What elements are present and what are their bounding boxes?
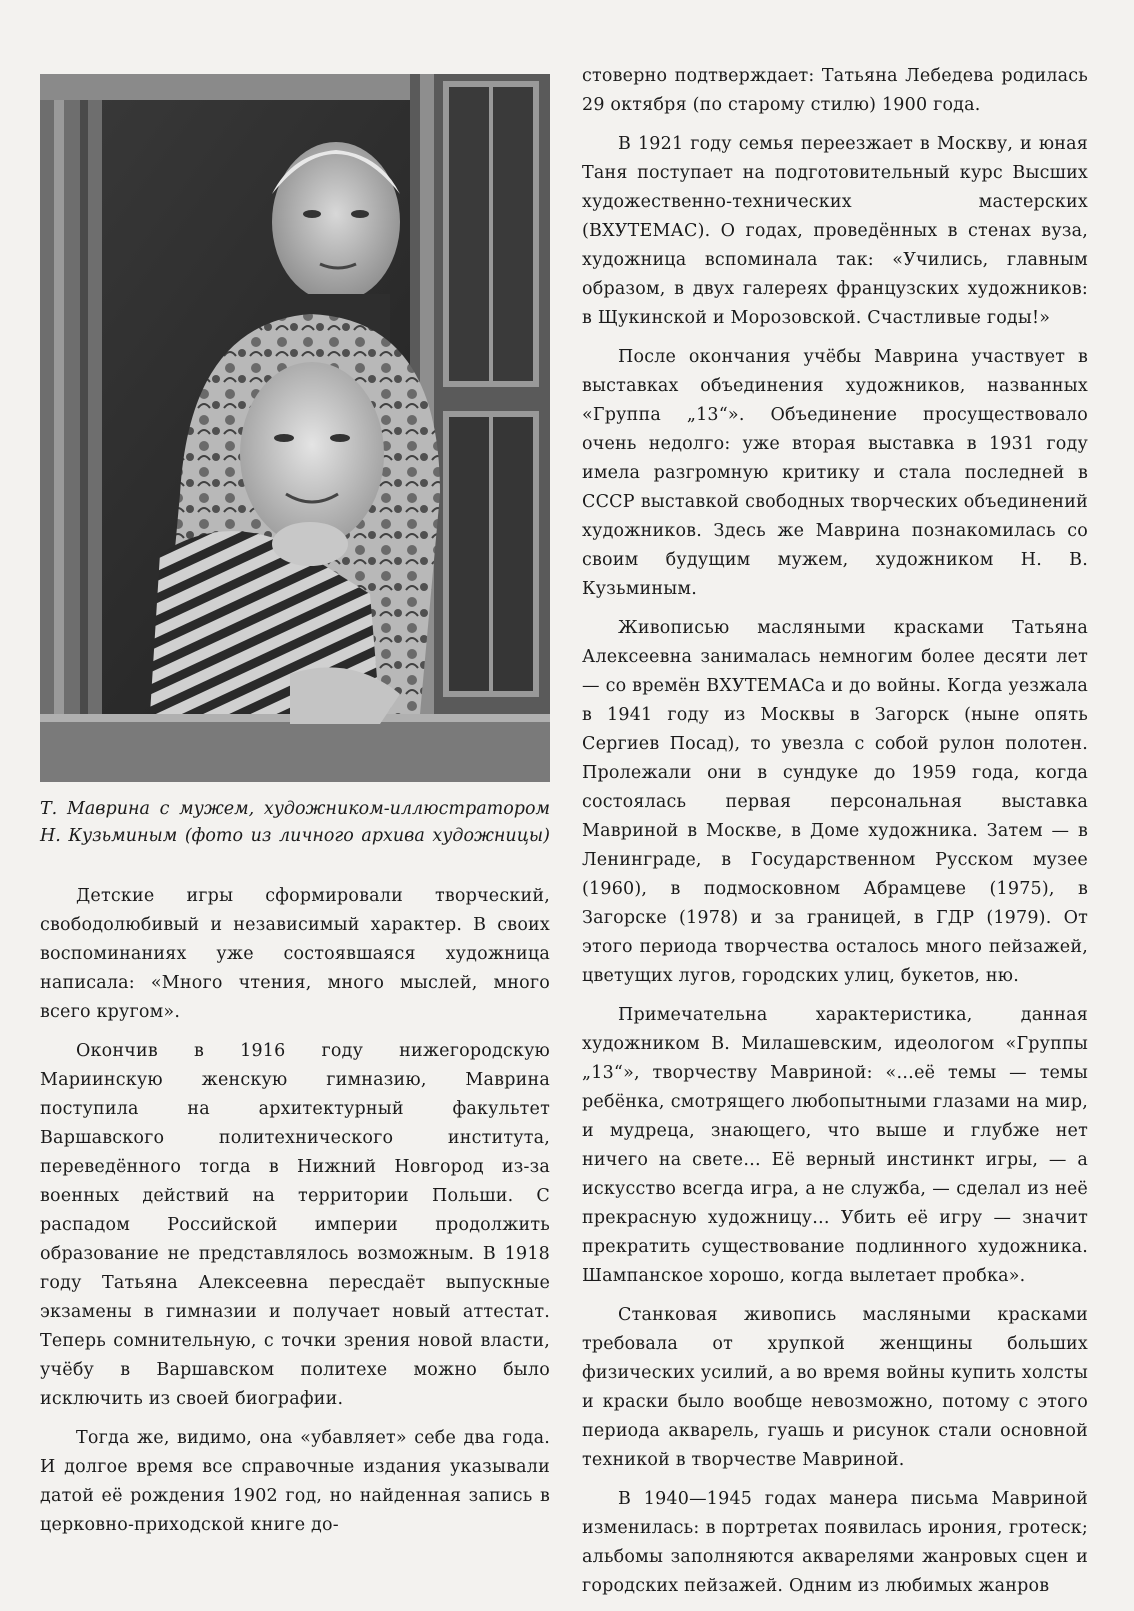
caption-line-1: Т. Маврина с мужем, художником-иллюстратором xyxy=(40,799,550,819)
paragraph-continued: стоверно подтверждает: Татьяна Лебедева родилась 29 октября (по старому стилю) 1900 года. xyxy=(582,66,1088,115)
photo-portrait-icon xyxy=(40,74,550,782)
paragraph: Примечательна характеристика, данная художником В. Милашевским, идеологом «Группы „13“», творчеству Мавриной: «…её темы — темы ребёнка, смотрящего любопытными глазами на мир, и мудреца, знающего, что выше и глубже нет ничего на свете… Её верный инстинкт игры, — а искусство всегда игра, а не служба, — сделал из неё прекрасную художницу… Убить её игру — значит прекратить существование подлинного художника. Шампанское хорошо, когда вылетает пробка». xyxy=(582,1005,1088,1286)
photo-caption xyxy=(40,796,550,850)
caption-line-2: Н. Кузьминым (фото из личного архива художницы) xyxy=(40,826,550,846)
paragraph: В 1921 году семья переезжает в Москву, и юная Таня поступает на подготовительный курс Высших художественно-технических мастерских (ВХУТЕМАС). О годах, проведённых в стенах вуза, художница вспоминала так: «Учились, главным образом, в двух галереях французских художников: в Щукинской и Морозовской. Счастливые годы!» xyxy=(582,134,1088,328)
paragraph: После окончания учёбы Маврина участвует в выставках объединения художников, названных «Группа „13“». Объединение просуществовало очень недолго: уже вторая выставка в 1931 году имела разгромную критику и стала последней в СССР выставкой свободных творческих объединений художников. Здесь же Маврина познакомилась со своим будущим мужем, художником Н. В. Кузьминым. xyxy=(582,347,1088,599)
right-column xyxy=(582,62,1088,1611)
paragraph: В 1940—1945 годах манера письма Мавриной изменилась: в портретах появилась ирония, гротеск; альбомы заполняются акварелями жанровых сцен и городских пейзажей. Одним из любимых жанров xyxy=(582,1489,1088,1596)
paragraph: Живописью масляными красками Татьяна Алексеевна занималась немногим более десяти лет — со времён ВХУТЕМАСа и до войны. Когда уезжала в 1941 году из Москвы в Загорск (ныне опять Сергиев Посад), то увезла с собой рулон полотен. Пролежали они в сундуке до 1959 года, когда состоялась первая персональная выставка Мавриной в Москве, в Доме художника. Затем — в Ленинграде, в Государственном Русском музее (1960), в подмосковном Абрамцеве (1975), в Загорске (1978) и за границей, в ГДР (1979). От этого периода творчества осталось много пейзажей, цветущих лугов, городских улиц, букетов, ню. xyxy=(582,618,1088,986)
paragraph: Окончив в 1916 году нижегородскую Мариинскую женскую гимназию, Маврина поступила на архитектурный факультет Варшавского политехнического института, переведённого тогда в Нижний Новгород из-за военных действий на территории Польши. С распадом Российской империи продолжить образование не представлялось возможным. В 1918 году Татьяна Алексеевна пересдаёт выпускные экзамены в гимназии и получает новый аттестат. Теперь сомнительную, с точки зрения новой власти, учёбу в Варшавском политехе можно было исключить из своей биографии. xyxy=(40,1041,550,1409)
paragraph: Тогда же, видимо, она «убавляет» себе два года. И долгое время все справочные издания указывали датой её рождения 1902 год, но найденная запись в церковно-приходской книге до- xyxy=(40,1428,550,1535)
paragraph: Станковая живопись масляными красками требовала от хрупкой женщины больших физических усилий, а во время войны купить холсты и краски было вообще невозможно, потому с этого периода акварель, гуашь и рисунок стали основной техникой в творчестве Мавриной. xyxy=(582,1305,1088,1470)
paragraph: Детские игры сформировали творческий, свободолюбивый и независимый характер. В своих воспоминаниях уже состоявшаяся художница написала: «Много чтения, много мыслей, много всего кругом». xyxy=(40,886,550,1022)
left-body-text xyxy=(40,882,550,1550)
portrait-photo xyxy=(40,74,550,782)
